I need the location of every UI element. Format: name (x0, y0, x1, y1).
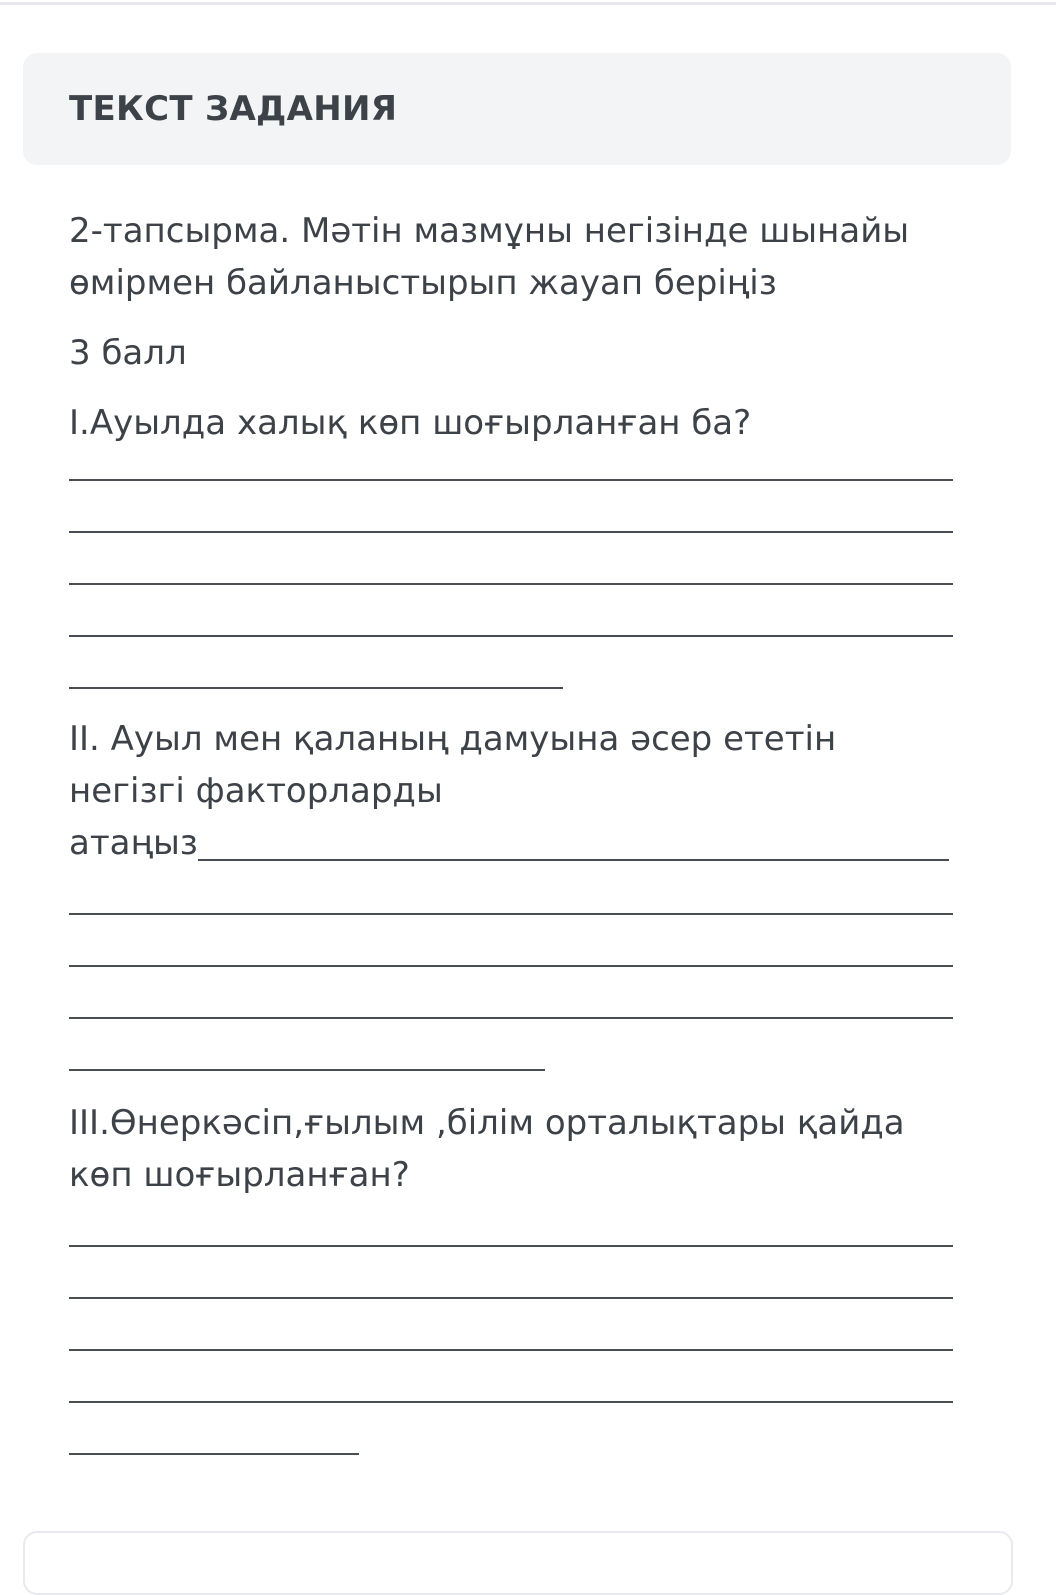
answer-line (69, 635, 953, 637)
top-divider (0, 2, 1056, 5)
answer-line (69, 687, 563, 689)
task-heading: 2-тапсырма. Мәтін мазмұны негізінде шынайы өмірмен байланыстырып жауап беріңіз (69, 211, 910, 303)
question-2-word: атаңыз (69, 823, 198, 863)
task-body (69, 205, 969, 1455)
answer-line (69, 1245, 953, 1247)
question-3: III.Өнеркәсіп,ғылым ,білім орталықтары қайда көп шоғырланған? (69, 1103, 905, 1195)
question-2: II. Ауыл мен қаланың дамуына әсер ететін негізгі факторларды (69, 719, 837, 811)
answer-area-3[interactable] (69, 1245, 969, 1455)
question-2-inline-row (69, 817, 949, 869)
answer-line (69, 531, 953, 533)
answer-area-2[interactable] (69, 913, 969, 1071)
answer-line (69, 913, 953, 915)
task-header-title: ТЕКСТ ЗАДАНИЯ (69, 89, 398, 129)
answer-line (69, 1349, 953, 1351)
answer-area-1[interactable] (69, 479, 969, 689)
answer-line (69, 479, 953, 481)
answer-line (69, 965, 953, 967)
answer-line (69, 1017, 953, 1019)
question-1: I.Ауылда халық көп шоғырланған ба? (69, 403, 752, 443)
answer-line (69, 1453, 359, 1455)
answer-line (69, 1297, 953, 1299)
answer-line (69, 583, 953, 585)
answer-line-inline[interactable] (198, 859, 949, 861)
answer-line (69, 1401, 953, 1403)
task-points: 3 балл (69, 333, 187, 373)
next-card (23, 1531, 1013, 1595)
answer-line (69, 1069, 545, 1071)
task-header-card (23, 53, 1011, 165)
